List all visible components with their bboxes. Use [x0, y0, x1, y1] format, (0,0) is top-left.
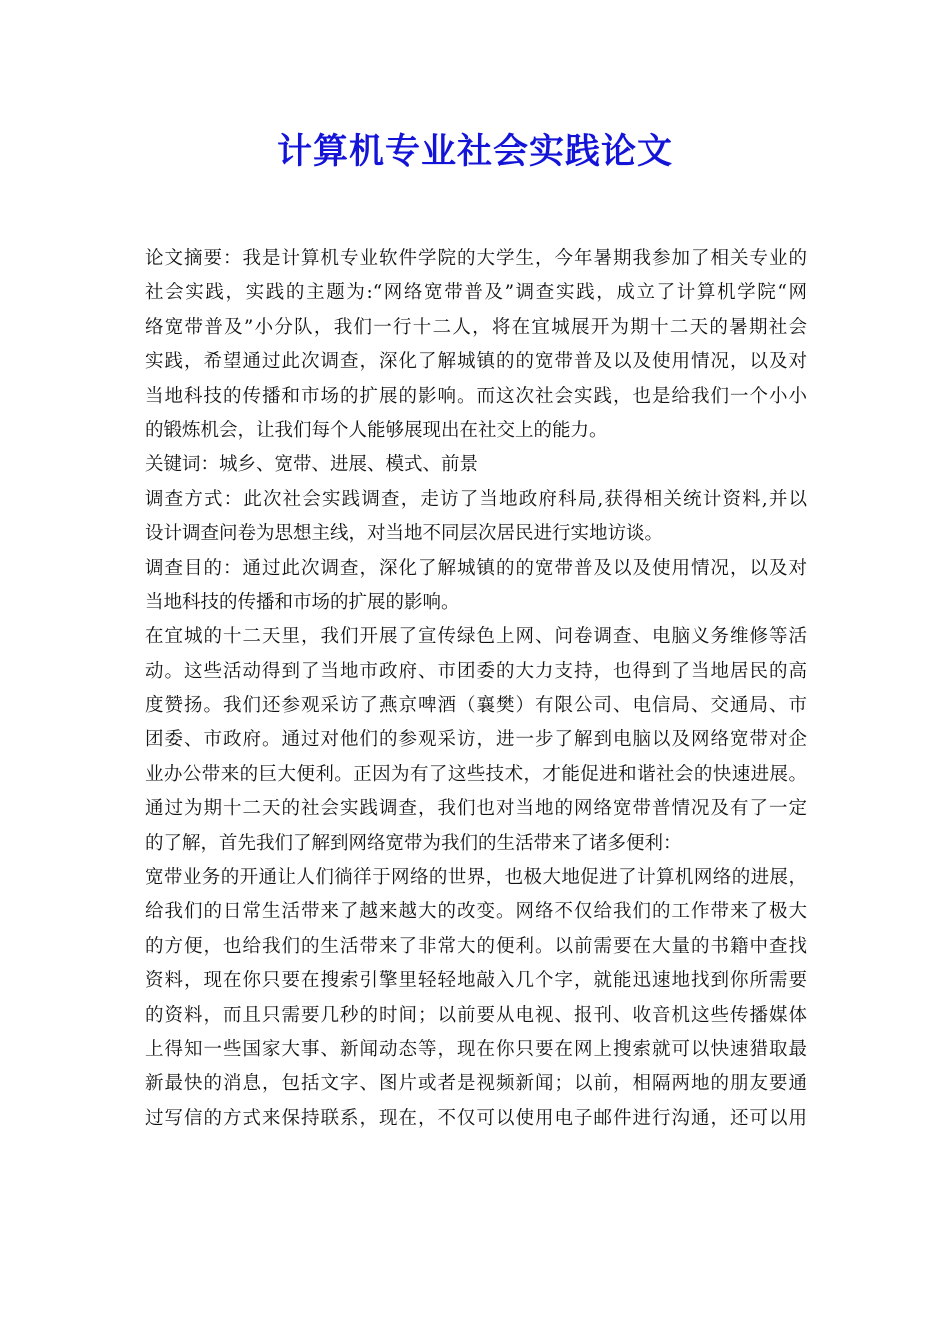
body-line: 的方便，也给我们的生活带来了非常大的便利。以前需要在大量的书籍中查找: [145, 935, 807, 957]
body-line: 资料，现在你只要在搜索引擎里轻轻地敲入几个字，就能迅速地找到你所需要: [145, 970, 807, 992]
body-line: 关键词：城乡、宽带、进展、模式、前景: [145, 454, 479, 476]
body-line: 调查方式：此次社会实践调查，走访了当地政府科局,获得相关统计资料,并以: [145, 488, 807, 510]
body-line: 动。这些活动得到了当地市政府、市团委的大力支持，也得到了当地居民的高: [145, 660, 807, 682]
body-line: 实践，希望通过此次调查，深化了解城镇的的宽带普及以及使用情况，以及对: [145, 351, 807, 373]
body-line: 上得知一些国家大事、新闻动态等，现在你只要在网上搜索就可以快速猎取最: [145, 1038, 807, 1060]
body-line: 宽带业务的开通让人们徜徉于网络的世界，也极大地促进了计算机网络的进展，: [145, 867, 807, 889]
body-line: 通过为期十二天的社会实践调查，我们也对当地的网络宽带普情况及有了一定: [145, 798, 807, 820]
body-line: 度赞扬。我们还参观采访了燕京啤酒（襄樊）有限公司、电信局、交通局、市: [145, 695, 807, 717]
body-line: 当地科技的传播和市场的扩展的影响。: [145, 591, 460, 613]
body-line: 过写信的方式来保持联系，现在，不仅可以使用电子邮件进行沟通，还可以用: [145, 1107, 807, 1129]
body-line: 在宜城的十二天里，我们开展了宣传绿色上网、问卷调查、电脑义务维修等活: [145, 626, 807, 648]
body-line: 团委、市政府。通过对他们的参观采访，进一步了解到电脑以及网络宽带对企: [145, 729, 807, 751]
document-title: 计算机专业社会实践论文: [276, 132, 673, 172]
body-line: 新最快的消息，包括文字、图片或者是视频新闻；以前，相隔两地的朋友要通: [145, 1073, 807, 1095]
body-line: 给我们的日常生活带来了越来越大的改变。网络不仅给我们的工作带来了极大: [145, 901, 807, 923]
body-line: 社会实践，实践的主题为:“网络宽带普及”调查实践，成立了计算机学院“网: [145, 282, 807, 304]
body-line: 设计调查问卷为思想主线，对当地不同层次居民进行实地访谈。: [145, 523, 664, 545]
body-line: 的了解，首先我们了解到网络宽带为我们的生活带来了诸多便利：: [145, 832, 682, 854]
body-line: 调查目的：通过此次调查，深化了解城镇的的宽带普及以及使用情况，以及对: [145, 557, 807, 579]
body-line: 论文摘要：我是计算机专业软件学院的大学生，今年暑期我参加了相关专业的: [145, 248, 807, 269]
document-body: [145, 242, 807, 1136]
body-line: 当地科技的传播和市场的扩展的影响。而这次社会实践，也是给我们一个小小: [145, 385, 807, 407]
body-line: 的资料，而且只需要几秒的时间；以前要从电视、报刊、收音机这些传播媒体: [145, 1004, 807, 1026]
body-line: 的锻炼机会，让我们每个人能够展现出在社交上的能力。: [145, 419, 608, 441]
body-line: 络宽带普及”小分队，我们一行十二人，将在宜城展开为期十二天的暑期社会: [145, 316, 807, 338]
body-line: 业办公带来的巨大便利。正因为有了这些技术，才能促进和谐社会的快速进展。: [145, 763, 807, 785]
